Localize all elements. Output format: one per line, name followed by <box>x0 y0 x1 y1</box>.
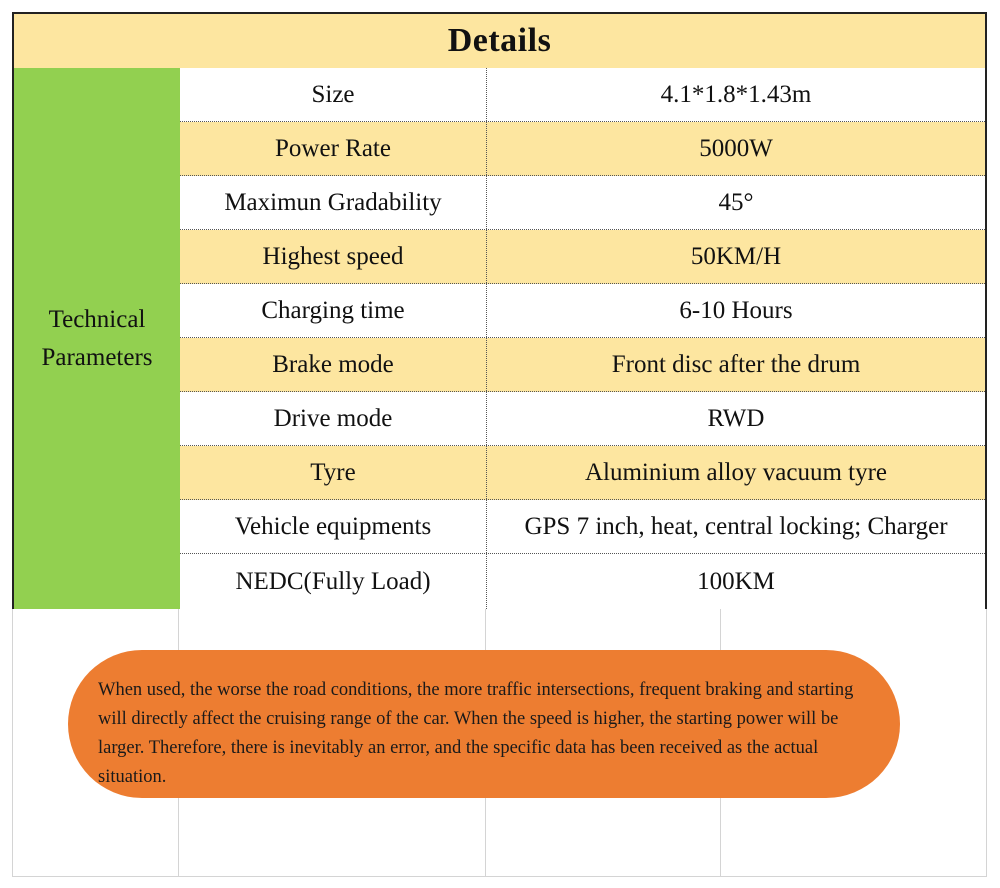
range-disclaimer-note <box>68 650 900 798</box>
row-label: Brake mode <box>180 338 487 391</box>
row-label: Power Rate <box>180 122 487 175</box>
grid-line-v1 <box>12 609 13 877</box>
row-value: Front disc after the drum <box>611 350 861 378</box>
table-row <box>180 68 985 122</box>
grid-line-v5 <box>986 609 987 877</box>
details-table <box>12 12 987 609</box>
table-row <box>180 446 985 500</box>
row-label: Highest speed <box>180 230 487 283</box>
row-value: 4.1*1.8*1.43m <box>660 80 812 108</box>
table-row <box>180 338 985 392</box>
row-value: RWD <box>707 404 765 432</box>
row-label: Vehicle equipments <box>180 500 487 553</box>
row-value: 6-10 Hours <box>679 296 793 324</box>
row-value: 50KM/H <box>690 242 782 270</box>
table-row <box>180 284 985 338</box>
row-value: 5000W <box>699 134 773 162</box>
table-row <box>180 176 985 230</box>
row-value: Aluminium alloy vacuum tyre <box>584 458 888 486</box>
row-label: NEDC(Fully Load) <box>180 554 487 609</box>
table-row <box>180 554 985 609</box>
row-label: Tyre <box>180 446 487 499</box>
row-value: GPS 7 inch, heat, central locking; Charger <box>524 512 948 540</box>
category-cell <box>14 68 181 609</box>
row-label: Maximun Gradability <box>180 176 487 229</box>
table-title: Details <box>447 22 552 59</box>
table-row <box>180 122 985 176</box>
row-value: 100KM <box>697 567 775 595</box>
row-value: 45° <box>718 188 754 216</box>
grid-line-h1 <box>12 876 987 877</box>
note-text: When used, the worse the road conditions, the more traffic intersections, frequent braking and starting will directly affect the cruising range of the car. When the speed is higher, the starting power will be larger. Therefore, there is inevitably an error, and the specific data has been received as the actual situation. <box>98 680 854 787</box>
row-label: Charging time <box>180 284 487 337</box>
category-label: Technical Parameters <box>41 305 153 371</box>
table-row <box>180 500 985 554</box>
row-label: Drive mode <box>180 392 487 445</box>
row-label: Size <box>180 68 487 121</box>
parameter-rows <box>180 68 985 609</box>
table-row <box>180 392 985 446</box>
table-title-row <box>14 14 985 69</box>
table-row <box>180 230 985 284</box>
